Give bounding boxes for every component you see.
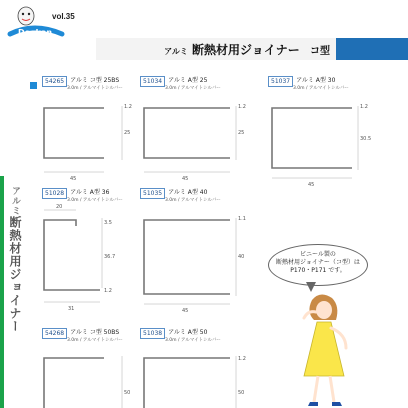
- product-spec: 3.0m / アルマイトシルバー: [293, 86, 349, 91]
- side-label-main: 断熱材用ジョイナー: [8, 216, 22, 333]
- volume-label: vol.35: [52, 12, 75, 21]
- product-name: アルミ A型 36: [70, 189, 110, 196]
- product-card: [42, 76, 134, 186]
- product-name: アルミ A型 25: [168, 77, 208, 84]
- dim-thickness: 1.2: [238, 104, 246, 110]
- bubble-line-3: P170・P171 です。: [290, 267, 346, 274]
- speech-bubble: [268, 244, 368, 286]
- product-code: 51034: [140, 76, 165, 87]
- woman-illustration: [284, 290, 364, 408]
- dim-height: 50: [124, 390, 131, 396]
- dim-height: 30.5: [360, 136, 372, 142]
- product-card: [42, 328, 134, 408]
- product-card: [268, 76, 372, 188]
- product-spec: 3.0m / アルマイトシルバー: [165, 198, 221, 203]
- dim-height: 25: [124, 130, 131, 136]
- product-card: [140, 328, 252, 408]
- product-name: アルミ A型 30: [296, 77, 336, 84]
- product-code: 51038: [140, 328, 165, 339]
- dim-height: 36.7: [104, 254, 116, 260]
- profile-drawing: [268, 92, 372, 188]
- title-main: 断熱材用ジョイナー: [192, 43, 300, 57]
- dim-thickness: 1.1: [238, 216, 246, 222]
- dim-top-width: 20: [56, 204, 63, 210]
- dim-width: 45: [182, 308, 189, 314]
- product-spec: 3.0m / アルマイトシルバー: [67, 86, 123, 91]
- logo-text: Dookan: [18, 28, 53, 37]
- product-name: アルミ コ型 50BS: [70, 329, 120, 336]
- dim-width: 45: [182, 176, 189, 182]
- title-prefix: アルミ: [164, 47, 188, 56]
- dim-thickness: 1.2: [360, 104, 368, 110]
- product-code: 54265: [42, 76, 67, 87]
- section-marker: [30, 82, 37, 89]
- product-spec: 3.0m / アルマイトシルバー: [165, 86, 221, 91]
- profile-drawing: [42, 92, 132, 184]
- dim-height: 50: [238, 390, 245, 396]
- page-title: [164, 41, 330, 58]
- product-name: アルミ A型 50: [168, 329, 208, 336]
- product-code: 51035: [140, 188, 165, 199]
- dim-thickness: 1.2: [124, 104, 132, 110]
- dim-thickness: 1.2: [104, 288, 112, 294]
- dim-width: 45: [308, 182, 315, 188]
- bubble-line-1: ビニール製の: [300, 251, 336, 258]
- side-label-prefix: アルミ: [10, 186, 20, 216]
- dim-height: 25: [238, 130, 245, 136]
- product-spec: 3.0m / アルマイトシルバー: [67, 338, 123, 343]
- dim-bottom-width: 31: [68, 306, 75, 312]
- dim-height: 40: [238, 254, 245, 260]
- profile-drawing: [42, 204, 132, 312]
- product-card: [140, 188, 252, 314]
- dim-thickness: 1.2: [238, 356, 246, 362]
- product-spec: 3.0m / アルマイトシルバー: [67, 198, 123, 203]
- profile-drawing: [140, 92, 246, 184]
- title-accent-bar: [336, 38, 408, 60]
- dim-width: 45: [70, 176, 77, 182]
- profile-drawing: [42, 344, 132, 408]
- bubble-line-2: 断熱材用ジョイナー（コ型）は: [276, 259, 360, 266]
- profile-drawing: [140, 204, 250, 314]
- product-name: アルミ A型 40: [168, 189, 208, 196]
- dim-lip: 3.5: [104, 220, 112, 226]
- product-code: 51037: [268, 76, 293, 87]
- title-suffix: コ型: [310, 46, 330, 57]
- product-card: [140, 76, 246, 186]
- side-label: [4, 186, 22, 333]
- title-bar: [96, 38, 408, 60]
- product-name: アルミ コ型 25BS: [70, 77, 120, 84]
- brand-logo: [4, 4, 66, 40]
- profile-drawing: [140, 344, 250, 408]
- product-code: 54268: [42, 328, 67, 339]
- product-code: 51028: [42, 188, 67, 199]
- product-spec: 3.0m / アルマイトシルバー: [165, 338, 221, 343]
- product-card: [42, 188, 134, 312]
